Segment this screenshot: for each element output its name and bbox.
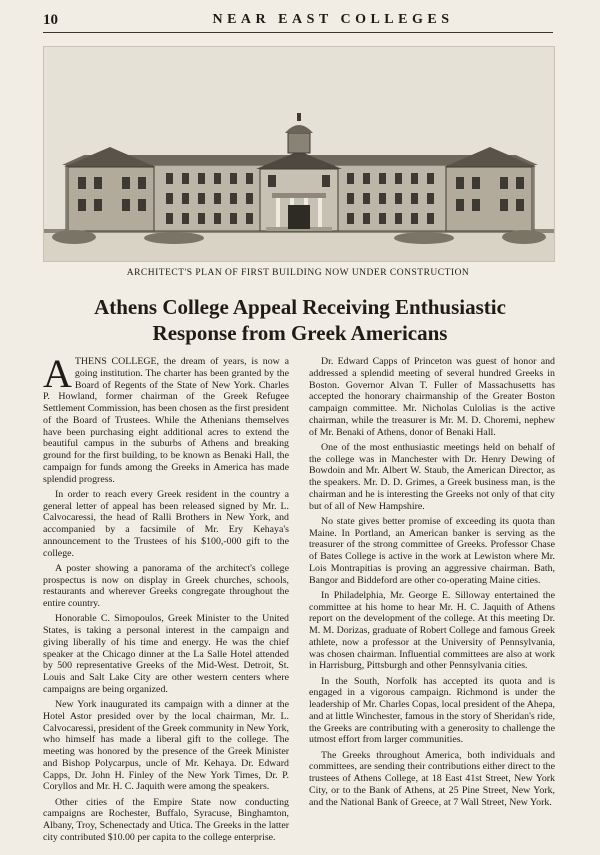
article-title-line-2: Response from Greek Americans: [152, 321, 448, 345]
paragraph: Other cities of the Empire State now conducting campaigns are Rochester, Buffalo, Syracuse, Binghamton, Albany, Troy, Schenectady and Utica. The Greeks in the latter city contributed $10.00 per capita to the college enterprise.: [43, 796, 289, 843]
paragraph: One of the most enthusiastic meetings held on behalf of the college was in Manchester with Dr. Henry Dewing of Bowdoin and Mr. Albert W. Staub, the American Director, as the speakers. Mr. D. D. Grimes, a Greek business man, is the chairman and he is interesting the Greeks not only of that city but of all of New Hampshire.: [309, 441, 555, 512]
left-column: [43, 351, 290, 847]
article-title-line-1: Athens College Appeal Receiving Enthusiastic: [94, 295, 506, 319]
paragraph: No state gives better promise of exceeding its quota than Maine. In Portland, an American banker is serving as the treasurer of the strong committee of Greeks. Professor Chase of Bates College is active in the work at Lewiston where Mr. Lois Montrapitias is proving an aggressive chairman. Bath, Bangor and Biddeford are other co-operating Maine cities.: [309, 515, 555, 586]
paragraph: Honorable C. Simopoulos, Greek Minister to the United States, is taking a personal interest in the campaign and giving liberally of his time and energy. He was the chief speaker at the Chicago dinner at the La Salle Hotel attended by 500 representative Greeks of the Mid-West. Detroit, St. Louis and Salt Lake City are other western centers where campaigns are being organized.: [43, 613, 289, 695]
page-number: 10: [43, 12, 58, 28]
running-title: NEAR EAST COLLEGES: [212, 12, 454, 27]
article-title: [60, 294, 540, 346]
paragraph: The Greeks throughout America, both individuals and committees, are sending their contributions either direct to the trustees of Athens College, at 18 East 41st Street, New York City, or to the Bank of Athens, at 25 Pine Street, New York, and the National Bank of Greece, at 7 Wall Street, New York.: [309, 749, 555, 808]
paragraph: In Philadelphia, Mr. George E. Silloway entertained the committee at his home to hear Mr. H. C. Jaquith of Athens report on the development of the college. At this meeting Dr. M. M. Dorizas, graduate of Robert College and famous Greek athlete, now a professor at the University of Pennsylvania, was chosen chairman. Influential committees are also at work in Harrisburg, Pittsburgh and other Pennsylvania cities.: [309, 589, 555, 672]
paragraph: ATHENS COLLEGE, the dream of years, is now a going institution. The charter has been granted by the Board of Regents of the State of New York. Charles P. Howland, former chairman of the Greek Refugee Settlement Commission, has been chosen as the first president of the Board of Trustees. While the Athenians themselves have been purchasing eight additional acres to extend the beautiful campus in the suburbs of Athens and breaking ground for the first building, to be known as Benaki Hall, the campaign for funds among the Greeks in America has made splendid progress.: [43, 351, 290, 485]
page-header: [43, 10, 553, 32]
right-column: [309, 356, 555, 812]
paragraph: In the South, Norfolk has accepted its quota and is engaged in a vigorous campaign. Richmond is under the leadership of Mr. Charles Copas, local president of the Ahepa, and at little Winchester, famous in the story of Sheridan's ride, the Greeks are contributing with a generosity to challenge the utmost effort from larger communities.: [309, 675, 555, 746]
building-illustration: [43, 46, 555, 262]
paragraph: New York inaugurated its campaign with a dinner at the Hotel Astor presided over by the local chairman, Mr. L. Calvocaressi, president of the Greek community in New York, who himself has made a liberal gift to the college. The meeting was honored by the presence of the Greek Minister and Bishop Polycarpus, uncle of Mr. Kehaya. Dr. Edward Capps, Dr. John H. Finley of the New York Times, Dr. P. Coryllos and Mr. H. C. Jaquith were among the speakers.: [43, 699, 290, 793]
figure-caption: ARCHITECT'S PLAN OF FIRST BUILDING NOW UNDER CONSTRUCTION: [126, 268, 470, 278]
paragraph: In order to reach every Greek resident in the country a general letter of appeal has been released signed by Mr. L. Calvocaressi, the head of Ralli Brothers in New York, and accompanied by a facsimile of Mr. Ery Kehaya's announcement to the Trustees of his $100,-000 gift to the college.: [43, 488, 289, 559]
paragraph: A poster showing a panorama of the architect's college prospectus is now on display in Greek churches, schools, restaurants and wherever Greeks congregate throughout the entire country.: [43, 562, 289, 609]
drop-cap: A: [43, 351, 72, 396]
building-illustration-icon: [44, 47, 554, 261]
header-rule: [43, 32, 553, 33]
paragraph: Dr. Edward Capps of Princeton was guest of honor and addressed a splendid meeting of several hundred Greeks in Boston. Governor Alvan T. Fuller of Massachusetts has accepted the honorary chairmanship of the Greater Boston campaign committee. Mr. Nicholas Culolias is the active chairman, while the treasurer is Mr. M. D. Choremi, nephew of Mr. Benaki of Athens, donor of Benaki Hall.: [309, 356, 555, 438]
